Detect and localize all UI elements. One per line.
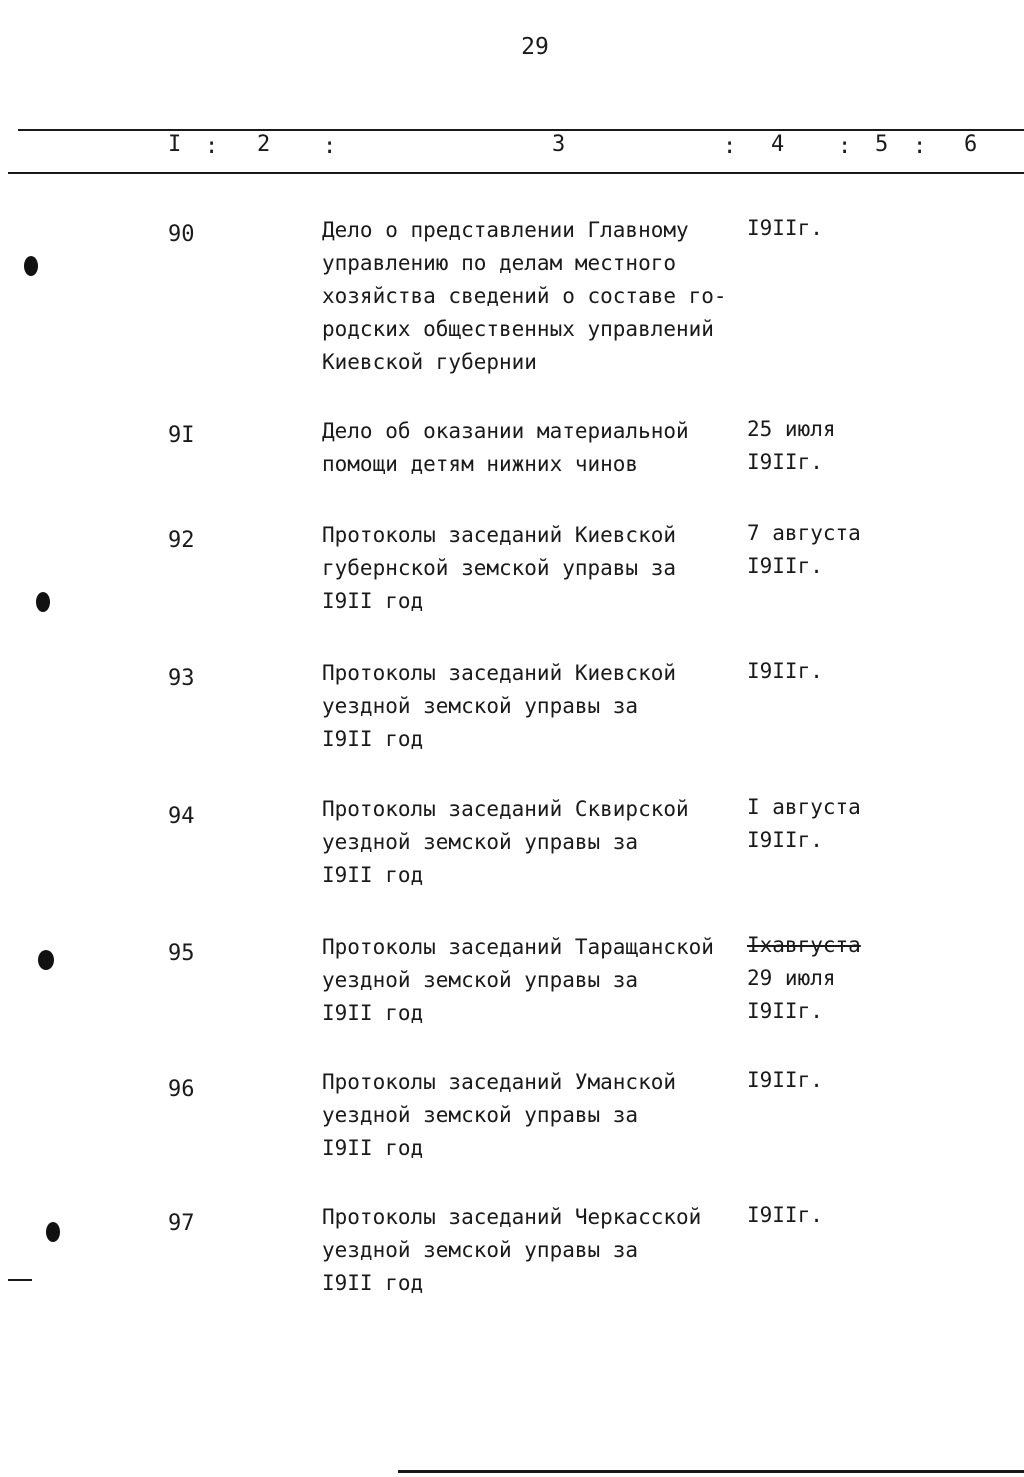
column-separator: : [205,134,219,159]
column-separator: : [913,134,927,159]
entry-number: 9I [168,423,195,448]
footer-rule [398,1470,1024,1473]
entry-date [747,1199,917,1232]
entry-number: 95 [168,941,195,966]
binder-hole-mark [46,1222,60,1242]
entry-title: Протоколы заседаний Киевской уездной земской управы за I9II год [322,661,677,751]
binder-hole-mark [38,950,54,970]
binder-hole-mark [36,592,50,612]
entry-date [747,1064,917,1097]
entry-date [747,655,917,688]
entry-number: 93 [168,666,195,691]
entry-date-line: I9IIг. [747,999,823,1023]
entry-date-line: 7 августа [747,521,861,545]
binder-hole-mark [24,256,38,276]
entry-date-line: I9IIг. [747,216,823,240]
entry-date [747,212,917,245]
column-header-2: 2 [257,132,271,157]
entry-title: Протоколы заседаний Таращанской уездной земской управы за I9II год [322,935,714,1025]
entry-title: Дело о представлении Главному управлению по делам местного хозяйства сведений о составе го- родских общественных управлений Киевской губернии [322,218,727,374]
column-header-1: I [168,132,182,157]
column-separator: : [838,134,852,159]
margin-dash-mark [8,1279,32,1281]
entry-date-struck: Iхавгуста [747,933,861,957]
entry-date-line: I9IIг. [747,828,823,852]
entry-number: 96 [168,1077,195,1102]
column-header-3: 3 [552,132,566,157]
entry-date [747,791,917,857]
entry-date [747,413,917,479]
entry-number: 94 [168,804,195,829]
entry-date-line: I9IIг. [747,450,823,474]
column-separator: : [723,134,737,159]
entry-title: Протоколы заседаний Сквирской уездной земской управы за I9II год [322,797,689,887]
column-separator: : [323,134,337,159]
entry-title: Протоколы заседаний Уманской уездной земской управы за I9II год [322,1070,677,1160]
entry-title: Дело об оказании материальной помощи детям нижних чинов [322,419,689,476]
entry-date-line: 25 июля [747,417,836,441]
entry-title: Протоколы заседаний Киевской губернской земской управы за I9II год [322,523,677,613]
entry-date-line: I августа [747,795,861,819]
column-header-5: 5 [875,132,889,157]
header-bottom-rule [8,172,1024,174]
entry-number: 90 [168,222,195,247]
entry-date [747,517,917,583]
header-top-rule [18,129,1024,131]
entry-title: Протоколы заседаний Черкасской уездной земской управы за I9II год [322,1205,702,1295]
entry-number: 92 [168,528,195,553]
entry-date-line: 29 июля [747,966,836,990]
column-header-4: 4 [771,132,785,157]
entry-date-line: I9IIг. [747,659,823,683]
entry-date-line: I9IIг. [747,1068,823,1092]
entry-date [747,929,917,1028]
column-header-6: 6 [964,132,978,157]
entry-date-line: I9IIг. [747,554,823,578]
entry-number: 97 [168,1211,195,1236]
page-number: 29 [521,34,549,60]
entry-date-line: I9IIг. [747,1203,823,1227]
